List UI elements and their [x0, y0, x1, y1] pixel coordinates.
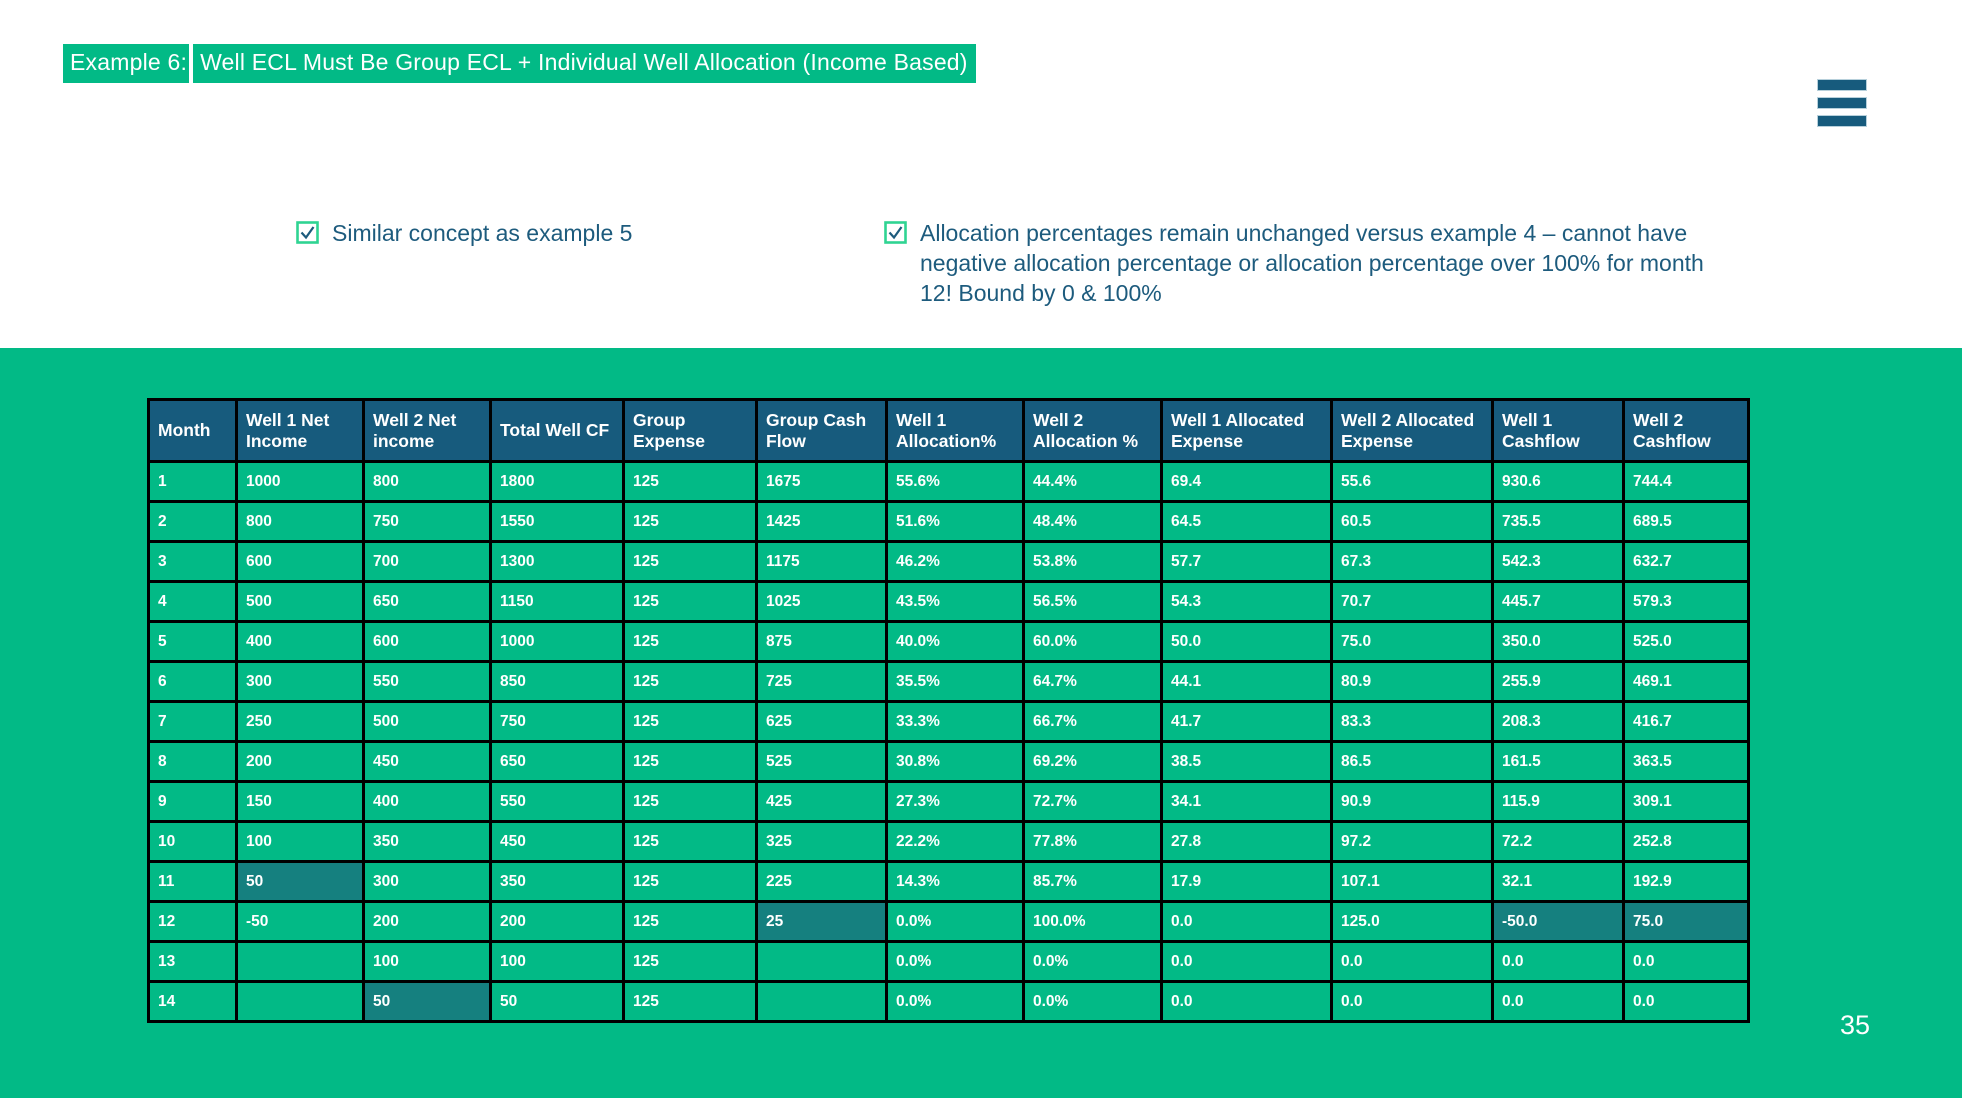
table-header-cell: Total Well CF	[491, 400, 624, 462]
table-cell: 125	[624, 742, 757, 782]
table-cell: 1025	[757, 582, 887, 622]
table-cell: 300	[237, 662, 364, 702]
table-cell: 0.0	[1493, 942, 1624, 982]
table-cell: 125.0	[1332, 902, 1493, 942]
table-cell: 350	[491, 862, 624, 902]
table-cell: 0.0	[1332, 982, 1493, 1022]
table-row	[149, 662, 1749, 702]
table-cell: 6	[149, 662, 237, 702]
table-cell: 625	[757, 702, 887, 742]
table-cell: 27.8	[1162, 822, 1332, 862]
table-header-cell: Month	[149, 400, 237, 462]
table-cell: 500	[364, 702, 491, 742]
table-cell: 125	[624, 582, 757, 622]
table-cell: 115.9	[1493, 782, 1624, 822]
table-cell: 600	[364, 622, 491, 662]
allocation-table	[147, 398, 1750, 1023]
table-cell: 60.0%	[1024, 622, 1162, 662]
table-cell: 1	[149, 462, 237, 502]
table-row	[149, 862, 1749, 902]
table-cell: 125	[624, 702, 757, 742]
table-header-cell: Well 1 Allocated Expense	[1162, 400, 1332, 462]
table-cell: 69.4	[1162, 462, 1332, 502]
table-cell: 650	[364, 582, 491, 622]
table-cell: 67.3	[1332, 542, 1493, 582]
table-header-cell: Well 1 Cashflow	[1493, 400, 1624, 462]
table-cell: 400	[237, 622, 364, 662]
table-cell: 41.7	[1162, 702, 1332, 742]
table-cell: 400	[364, 782, 491, 822]
table-cell: 53.8%	[1024, 542, 1162, 582]
table-cell: 0.0	[1162, 982, 1332, 1022]
table-cell: 469.1	[1624, 662, 1749, 702]
table-cell: 33.3%	[887, 702, 1024, 742]
table-cell: 85.7%	[1024, 862, 1162, 902]
table-cell: 64.5	[1162, 502, 1332, 542]
table-cell: 10	[149, 822, 237, 862]
table-cell: 450	[364, 742, 491, 782]
table-cell: 930.6	[1493, 462, 1624, 502]
table-cell: 0.0%	[887, 942, 1024, 982]
table-header-cell: Well 1 Net Income	[237, 400, 364, 462]
table-cell: 125	[624, 822, 757, 862]
table-cell: 100.0%	[1024, 902, 1162, 942]
table-cell: 579.3	[1624, 582, 1749, 622]
table-cell: 750	[491, 702, 624, 742]
slide-title-text: Well ECL Must Be Group ECL + Individual Well Allocation (Income Based)	[193, 44, 976, 83]
table-cell: 550	[364, 662, 491, 702]
table-cell: 1300	[491, 542, 624, 582]
table-cell: 689.5	[1624, 502, 1749, 542]
table-row	[149, 902, 1749, 942]
table-cell: -50	[237, 902, 364, 942]
table-cell	[757, 982, 887, 1022]
table-cell: 200	[364, 902, 491, 942]
table-cell: 800	[237, 502, 364, 542]
table-cell: 11	[149, 862, 237, 902]
table-cell	[757, 942, 887, 982]
table-cell: 44.1	[1162, 662, 1332, 702]
table-cell: 83.3	[1332, 702, 1493, 742]
table-row	[149, 462, 1749, 502]
slide-title-prefix: Example 6:	[63, 44, 189, 83]
table-header-cell: Well 2 Allocation %	[1024, 400, 1162, 462]
table-cell: 525	[757, 742, 887, 782]
table-cell: 0.0%	[1024, 942, 1162, 982]
menu-bar	[1817, 79, 1867, 91]
table-cell: 0.0	[1624, 982, 1749, 1022]
table-row	[149, 782, 1749, 822]
table-row	[149, 982, 1749, 1022]
table-cell: 25	[757, 902, 887, 942]
table-cell: 500	[237, 582, 364, 622]
table-cell: 525.0	[1624, 622, 1749, 662]
table-header-cell: Well 2 Net income	[364, 400, 491, 462]
table-cell: 125	[624, 502, 757, 542]
table-cell: 97.2	[1332, 822, 1493, 862]
table-cell: 50.0	[1162, 622, 1332, 662]
table-cell: 107.1	[1332, 862, 1493, 902]
table-cell: 200	[491, 902, 624, 942]
table-cell: 125	[624, 662, 757, 702]
table-cell: 48.4%	[1024, 502, 1162, 542]
table-cell: 208.3	[1493, 702, 1624, 742]
table-cell: 100	[237, 822, 364, 862]
table-cell: 125	[624, 942, 757, 982]
table-cell: 50	[237, 862, 364, 902]
table-cell: 22.2%	[887, 822, 1024, 862]
table-cell: 12	[149, 902, 237, 942]
table-cell: 800	[364, 462, 491, 502]
table-cell: 69.2%	[1024, 742, 1162, 782]
table-cell: 750	[364, 502, 491, 542]
table-cell: 255.9	[1493, 662, 1624, 702]
table-cell: 50	[491, 982, 624, 1022]
table-cell	[237, 982, 364, 1022]
bullet-text: Allocation percentages remain unchanged versus example 4 – cannot have negative allocation percentage or allocation percentage over 100% for month 12! Bound by 0 & 100%	[920, 220, 1704, 306]
table-header-cell: Well 2 Cashflow	[1624, 400, 1749, 462]
table-cell: 550	[491, 782, 624, 822]
table-cell: 0.0%	[887, 982, 1024, 1022]
table-header-row	[149, 400, 1749, 462]
table-cell: 54.3	[1162, 582, 1332, 622]
table-cell: 0.0%	[1024, 982, 1162, 1022]
table-cell: 14.3%	[887, 862, 1024, 902]
table-cell: 32.1	[1493, 862, 1624, 902]
table-cell: 125	[624, 462, 757, 502]
table-header-cell: Group Expense	[624, 400, 757, 462]
table-cell: 150	[237, 782, 364, 822]
table-cell: 72.7%	[1024, 782, 1162, 822]
table-cell: 66.7%	[1024, 702, 1162, 742]
table-cell: 1175	[757, 542, 887, 582]
table-cell: 125	[624, 782, 757, 822]
table-cell: 0.0	[1162, 902, 1332, 942]
bullet-text: Similar concept as example 5	[332, 220, 633, 246]
bullet-similar-concept	[296, 218, 632, 248]
table-cell: 850	[491, 662, 624, 702]
table-cell: 40.0%	[887, 622, 1024, 662]
table-cell: 542.3	[1493, 542, 1624, 582]
table-cell: 1150	[491, 582, 624, 622]
table-cell: 250	[237, 702, 364, 742]
table-row	[149, 622, 1749, 662]
table-cell: 161.5	[1493, 742, 1624, 782]
table-cell: 55.6%	[887, 462, 1024, 502]
table-cell: 416.7	[1624, 702, 1749, 742]
table-cell: 56.5%	[1024, 582, 1162, 622]
table-cell: 744.4	[1624, 462, 1749, 502]
table-cell: 100	[364, 942, 491, 982]
table-cell: 4	[149, 582, 237, 622]
table-cell: 600	[237, 542, 364, 582]
table-cell: 9	[149, 782, 237, 822]
table-row	[149, 582, 1749, 622]
table-cell: 725	[757, 662, 887, 702]
table-cell: 70.7	[1332, 582, 1493, 622]
table-cell: 0.0	[1624, 942, 1749, 982]
table-cell: 1800	[491, 462, 624, 502]
table-cell: 27.3%	[887, 782, 1024, 822]
table-cell: 632.7	[1624, 542, 1749, 582]
table-cell: 90.9	[1332, 782, 1493, 822]
table-cell: 2	[149, 502, 237, 542]
table-row	[149, 742, 1749, 782]
table-cell: 1675	[757, 462, 887, 502]
table-cell: 0.0	[1162, 942, 1332, 982]
table-cell: 300	[364, 862, 491, 902]
table-cell: 125	[624, 902, 757, 942]
table-header-cell: Well 1 Allocation%	[887, 400, 1024, 462]
table-cell: 100	[491, 942, 624, 982]
table-cell: 35.5%	[887, 662, 1024, 702]
table-cell: 55.6	[1332, 462, 1493, 502]
table-cell: 252.8	[1624, 822, 1749, 862]
table-cell: 1425	[757, 502, 887, 542]
table-cell: 650	[491, 742, 624, 782]
table-cell: 1000	[491, 622, 624, 662]
table-cell: 64.7%	[1024, 662, 1162, 702]
table-cell: 43.5%	[887, 582, 1024, 622]
table-cell: 0.0	[1493, 982, 1624, 1022]
table-cell: 72.2	[1493, 822, 1624, 862]
table-cell: 17.9	[1162, 862, 1332, 902]
table-cell: 77.8%	[1024, 822, 1162, 862]
table-cell: 5	[149, 622, 237, 662]
table-cell: 125	[624, 862, 757, 902]
table-cell: 60.5	[1332, 502, 1493, 542]
table-body	[149, 462, 1749, 1022]
checked-checkbox-icon	[884, 221, 907, 244]
table-cell: 309.1	[1624, 782, 1749, 822]
table-cell: 125	[624, 982, 757, 1022]
table-cell: 80.9	[1332, 662, 1493, 702]
table-header-cell: Well 2 Allocated Expense	[1332, 400, 1493, 462]
table-row	[149, 542, 1749, 582]
table-cell: 51.6%	[887, 502, 1024, 542]
table-cell: 700	[364, 542, 491, 582]
checked-checkbox-icon	[296, 221, 319, 244]
table-cell: 14	[149, 982, 237, 1022]
table-cell: 3	[149, 542, 237, 582]
table-cell: 13	[149, 942, 237, 982]
menu-bar	[1817, 115, 1867, 127]
table-cell: 75.0	[1624, 902, 1749, 942]
hamburger-menu-icon[interactable]	[1817, 79, 1871, 131]
slide-title	[63, 44, 976, 83]
table-cell: 735.5	[1493, 502, 1624, 542]
table-cell: 192.9	[1624, 862, 1749, 902]
table-cell: 38.5	[1162, 742, 1332, 782]
table-cell: 125	[624, 622, 757, 662]
table-cell: 8	[149, 742, 237, 782]
table-cell: 200	[237, 742, 364, 782]
table-header-cell: Group Cash Flow	[757, 400, 887, 462]
table-cell: 7	[149, 702, 237, 742]
table-cell: 445.7	[1493, 582, 1624, 622]
table-cell: 75.0	[1332, 622, 1493, 662]
table-cell: 1000	[237, 462, 364, 502]
table-cell: 875	[757, 622, 887, 662]
table-cell: 363.5	[1624, 742, 1749, 782]
table-cell: 1550	[491, 502, 624, 542]
table-cell: 50	[364, 982, 491, 1022]
table-cell: 450	[491, 822, 624, 862]
table-cell: 0.0%	[887, 902, 1024, 942]
table-cell: 0.0	[1332, 942, 1493, 982]
table-cell: 57.7	[1162, 542, 1332, 582]
table-cell: 125	[624, 542, 757, 582]
table-cell: 350.0	[1493, 622, 1624, 662]
table-cell: 350	[364, 822, 491, 862]
menu-bar	[1817, 97, 1867, 109]
table-row	[149, 702, 1749, 742]
table-cell	[237, 942, 364, 982]
table-cell: 34.1	[1162, 782, 1332, 822]
table-row	[149, 822, 1749, 862]
table-row	[149, 502, 1749, 542]
table-cell: 425	[757, 782, 887, 822]
table-cell: -50.0	[1493, 902, 1624, 942]
table-cell: 44.4%	[1024, 462, 1162, 502]
table-cell: 225	[757, 862, 887, 902]
bullet-allocation-note	[884, 218, 1742, 308]
table-cell: 30.8%	[887, 742, 1024, 782]
page-number: 35	[1840, 1010, 1871, 1040]
table-row	[149, 942, 1749, 982]
table-cell: 325	[757, 822, 887, 862]
table-cell: 86.5	[1332, 742, 1493, 782]
table-cell: 46.2%	[887, 542, 1024, 582]
